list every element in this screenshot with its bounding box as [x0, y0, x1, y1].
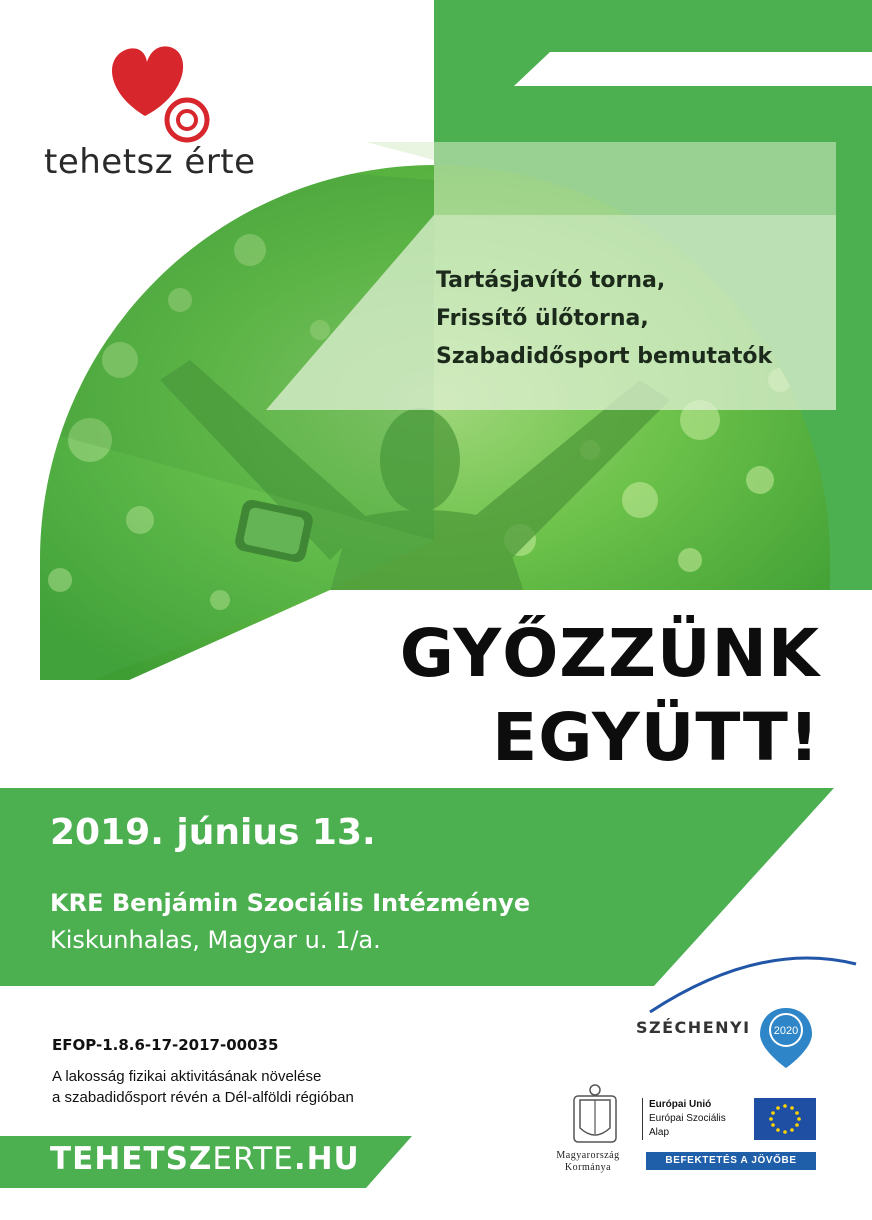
government-label-line: Magyarország [556, 1150, 620, 1161]
szechenyi-label: SZÉCHENYI [636, 1018, 751, 1037]
website-light-part: ERTE [212, 1141, 294, 1177]
eu-fund-line: Alap [649, 1127, 670, 1138]
activity-item: Tartásjavító torna, [436, 268, 666, 293]
project-code: EFOP-1.8.6-17-2017-00035 [52, 1036, 279, 1054]
szechenyi-year: 2020 [773, 1025, 799, 1037]
eu-fund-label [642, 1098, 759, 1140]
eu-title: Európai Unió [649, 1099, 712, 1110]
heart-logo-icon [112, 46, 207, 140]
activities-list [436, 262, 772, 376]
top-white-stripe [514, 52, 872, 86]
government-label [540, 1150, 636, 1174]
headline [400, 612, 820, 780]
activity-item: Szabadidősport bemutatók [436, 344, 773, 369]
headline-line-2: EGYÜTT! [492, 699, 820, 776]
blue-arc [650, 958, 856, 1012]
government-label-line: Kormánya [564, 1162, 612, 1173]
event-venue: KRE Benjámin Szociális Intézménye [50, 889, 531, 917]
project-description [52, 1066, 354, 1108]
event-address: Kiskunhalas, Magyar u. 1/a. [50, 926, 381, 954]
website-suffix: .HU [293, 1141, 360, 1177]
event-date: 2019. június 13. [50, 812, 376, 853]
website-link[interactable] [50, 1141, 360, 1177]
szechenyi-pin-icon [760, 1008, 812, 1068]
headline-line-1: GYŐZZÜNK [399, 615, 820, 692]
project-description-line: a szabadidősport révén a Dél-alföldi régióban [52, 1089, 354, 1106]
project-description-line: A lakosság fizikai aktivitásának növelése [52, 1068, 322, 1085]
eu-flag-icon [754, 1098, 816, 1140]
website-bold-part: TEHETSZ [50, 1141, 213, 1177]
eu-fund-line: Európai Szociális [649, 1113, 726, 1124]
brand-logo-text: tehetsz érte [44, 142, 256, 182]
activity-item: Frissítő ülőtorna, [436, 306, 649, 331]
hungarian-coat-of-arms-icon [574, 1085, 616, 1142]
invest-banner: BEFEKTETÉS A JÖVŐBE [646, 1152, 816, 1170]
